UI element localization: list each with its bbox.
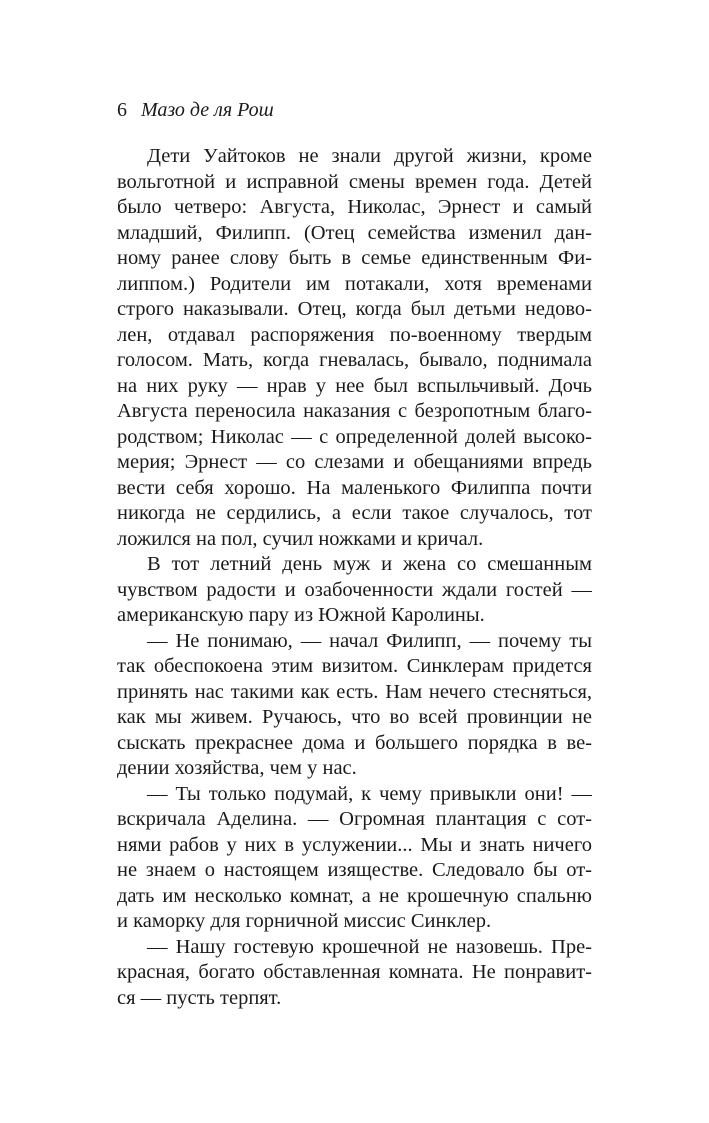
text-line: ному ранее слову быть в семье единственным Фи- — [117, 247, 592, 269]
text-line: американскую пару из Южной Каролины. — [117, 604, 485, 626]
text-line: вести себя хорошо. На маленького Филиппа почти — [117, 476, 592, 499]
text-line: В тот летний день муж и жена со смешанным — [147, 553, 592, 575]
running-head — [117, 95, 274, 125]
text-line: родством; Николас — с определенной долей высоко- — [117, 425, 592, 448]
text-line: и каморку для горничной миссис Синклер. — [117, 910, 492, 932]
text-line: голосом. Мать, когда гневалась, бывало, поднимала — [117, 349, 592, 371]
text-line: мерия; Эрнест — со слезами и обещаниями впредь — [117, 451, 592, 473]
running-head-author: Мазо де ля Рош — [141, 99, 274, 121]
text-line: на них руку — нрав у нее был вспыльчивый. Дочь — [117, 374, 592, 397]
text-line: ся — пусть терпят. — [117, 986, 282, 1009]
paragraph — [117, 935, 592, 1012]
text-line: принять нас такими как есть. Нам нечего стесняться, — [117, 680, 592, 703]
text-line: младший, Филипп. (Отец семейства изменил дан- — [117, 221, 592, 244]
paragraph — [117, 629, 592, 782]
paragraph — [117, 144, 592, 552]
body-text — [117, 144, 592, 1011]
text-line: — Ты только подумай, к чему привыкли они! — — [147, 782, 592, 805]
text-line: — Не понимаю, — начал Филипп, — почему ты — [147, 629, 592, 652]
paragraph — [117, 552, 592, 629]
text-line: вольготной и исправной смены времен года. Детей — [117, 170, 592, 193]
text-line: не знаем о настоящем изяществе. Следовало бы от- — [117, 859, 592, 881]
text-line: как мы живем. Ручаюсь, что во всей провинции не — [117, 706, 592, 728]
paragraph — [117, 782, 592, 935]
text-line: было четверо: Августа, Николас, Эрнест и самый — [117, 196, 592, 218]
text-line: так обеспокоена этим визитом. Синклерам придется — [117, 655, 592, 677]
text-line: Дети Уайтоков не знали другой жизни, кроме — [147, 145, 592, 167]
text-line: вскричала Аделина. — Огромная плантация с сот- — [117, 808, 592, 830]
text-line: Августа переносила наказания с безропотным благо- — [117, 400, 592, 422]
text-line: чувством радости и озабоченности ждали гостей — — [117, 578, 592, 601]
text-line: — Нашу гостевую крошечной не назовешь. Пре- — [147, 935, 592, 958]
text-line: строго наказывали. Отец, когда был детьми недово- — [117, 298, 592, 320]
text-line: нями рабов у них в услужении... Мы и знать ничего — [117, 833, 592, 856]
text-line: сыскать прекраснее дома и большего порядка в ве- — [117, 731, 592, 754]
page-number: 6 — [117, 99, 127, 121]
text-line: лен, отдавал распоряжения по-военному твердым — [117, 323, 592, 346]
text-line: никогда не сердились, а если такое случалось, тот — [117, 502, 592, 524]
text-line: красная, богато обставленная комната. Не понравит- — [117, 961, 592, 983]
text-line: липпом.) Родители им потакали, хотя временами — [117, 272, 592, 295]
text-line: ложился на пол, сучил ножками и кричал. — [117, 527, 484, 550]
text-line: дении хозяйства, чем у нас. — [117, 757, 357, 779]
text-line: дать им несколько комнат, а не крошечную спальню — [117, 884, 592, 907]
